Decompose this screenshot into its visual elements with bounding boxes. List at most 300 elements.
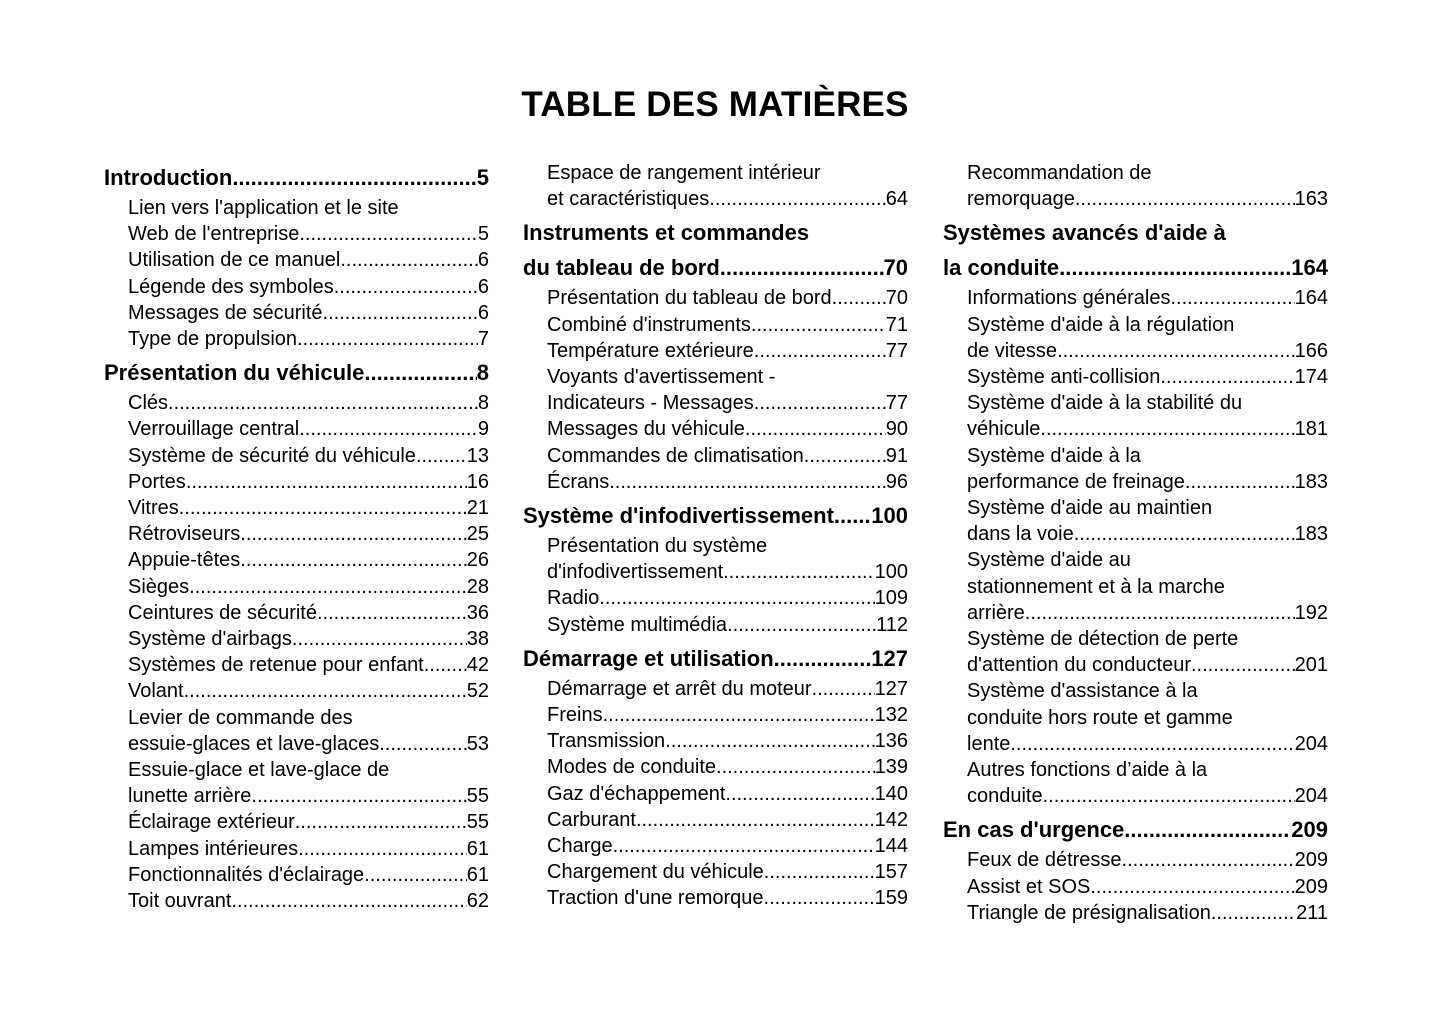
toc-entry-title: lunette arrière (128, 785, 252, 808)
page-number: 7 (477, 328, 489, 351)
toc-entry[interactable] (943, 495, 1328, 547)
page-number: 70 (883, 255, 908, 281)
toc-entry-row (943, 250, 1328, 285)
toc-entry-line: Système de détection de perte (967, 628, 1239, 651)
page-number: 127 (874, 677, 908, 700)
toc-entry-title: Système anti-collision (967, 366, 1161, 389)
toc-section[interactable] (523, 215, 908, 285)
toc-entry[interactable] (104, 274, 489, 300)
toc-entry-row (547, 585, 908, 611)
toc-entry[interactable] (943, 847, 1328, 873)
toc-entry-title: Système multimédia (547, 613, 728, 636)
toc-entry-row (547, 676, 908, 702)
dot-leader (379, 731, 467, 757)
toc-entry-row (547, 390, 908, 416)
toc-entry[interactable] (104, 390, 489, 416)
page-number: 112 (876, 613, 908, 636)
toc-entry-title: Vitres (128, 497, 179, 520)
toc-column-2 (523, 160, 908, 912)
toc-entry-row (128, 390, 489, 416)
page-number: 204 (1294, 785, 1328, 808)
toc-entry[interactable] (523, 416, 908, 442)
dot-leader (186, 469, 467, 495)
dot-leader (832, 285, 886, 311)
dot-leader (323, 300, 478, 326)
dot-leader (1043, 783, 1295, 809)
toc-entry-row (128, 783, 489, 809)
dot-leader (636, 807, 875, 833)
toc-entry[interactable] (943, 874, 1328, 900)
toc-entry[interactable] (523, 285, 908, 311)
toc-entry-title: Messages de sécurité (128, 301, 323, 324)
toc-entry-row (547, 443, 908, 469)
dot-leader (1010, 731, 1294, 757)
toc-entry-title: Portes (128, 470, 186, 493)
toc-entry-row (128, 652, 489, 678)
toc-entry-title: conduite (967, 785, 1043, 808)
toc-entry[interactable] (104, 469, 489, 495)
toc-entry[interactable] (523, 469, 908, 495)
page-number: 139 (874, 756, 908, 779)
page-number: 6 (477, 301, 489, 324)
page-number: 144 (874, 835, 908, 858)
toc-section[interactable] (943, 215, 1328, 285)
toc-entry-row (547, 559, 908, 585)
dot-leader (1211, 900, 1296, 926)
toc-entry[interactable] (523, 585, 908, 611)
dot-leader (168, 390, 478, 416)
toc-entry[interactable] (523, 702, 908, 728)
page-number: 62 (466, 890, 489, 913)
toc-entry-row (523, 641, 908, 676)
toc-entry-row (967, 186, 1328, 212)
toc-entry-title: Introduction (104, 165, 233, 190)
dot-leader (609, 469, 886, 495)
toc-entry-row (104, 355, 489, 390)
toc-entry-title: lente (967, 732, 1011, 755)
toc-entry-title: Température extérieure (547, 339, 754, 362)
page-number: 96 (885, 470, 908, 493)
toc-entry-title: Sièges (128, 575, 190, 598)
toc-entry[interactable] (943, 390, 1328, 442)
toc-entry-row (967, 600, 1328, 626)
toc-entry[interactable] (104, 809, 489, 835)
page-number: 77 (885, 339, 908, 362)
toc-entry[interactable] (523, 364, 908, 416)
toc-entry[interactable] (104, 521, 489, 547)
page-number: 181 (1294, 418, 1328, 441)
toc-section[interactable] (943, 812, 1328, 847)
page-number: 64 (885, 188, 908, 211)
toc-entry[interactable] (943, 364, 1328, 390)
dot-leader (751, 312, 886, 338)
page-number: 42 (466, 654, 489, 677)
toc-entry[interactable] (943, 312, 1328, 364)
dot-leader (1059, 250, 1291, 285)
page-number: 61 (466, 837, 489, 860)
toc-entry[interactable] (523, 781, 908, 807)
dot-leader (834, 498, 871, 533)
dot-leader (723, 559, 875, 585)
dot-leader (603, 702, 875, 728)
toc-entry[interactable] (104, 862, 489, 888)
toc-entry-title: Légende des symboles (128, 275, 334, 298)
dot-leader (298, 836, 467, 862)
toc-entry-title: Indicateurs - Messages (547, 392, 754, 415)
dot-leader (424, 652, 467, 678)
dot-leader (745, 416, 886, 442)
toc-entry-title: Commandes de climatisation (547, 444, 804, 467)
page-number: 5 (477, 223, 489, 246)
toc-entry-row (967, 285, 1328, 311)
toc-entry-row (547, 338, 908, 364)
page-number: 209 (1291, 817, 1328, 843)
toc-entry-row (128, 600, 489, 626)
page-number: 16 (466, 470, 489, 493)
toc-entry-row (128, 574, 489, 600)
dot-leader (1074, 521, 1295, 547)
page-number: 77 (885, 392, 908, 415)
toc-entry[interactable] (523, 676, 908, 702)
dot-leader (599, 585, 874, 611)
toc-entry[interactable] (104, 600, 489, 626)
dot-leader (231, 888, 466, 914)
toc-entry[interactable] (943, 626, 1328, 678)
toc-entry[interactable] (943, 900, 1328, 926)
page-number: 100 (874, 561, 908, 584)
toc-entry-line: Autres fonctions d’aide à la (967, 759, 1208, 782)
toc-entry[interactable] (104, 626, 489, 652)
toc-entry-row (128, 443, 489, 469)
page-number: 201 (1294, 654, 1328, 677)
toc-entry-title: Informations générales (967, 287, 1171, 310)
toc-entry-row (128, 326, 489, 352)
toc-entry-title: Ceintures de sécurité (128, 601, 317, 624)
toc-entry-title: Système d'airbags (128, 628, 292, 651)
toc-entry-title: Messages du véhicule (547, 418, 745, 441)
toc-entry[interactable] (943, 757, 1328, 809)
toc-entry-row (128, 521, 489, 547)
toc-entry-row (104, 160, 489, 195)
toc-entry-title: et caractéristiques (547, 188, 710, 211)
page-number: 21 (466, 497, 489, 520)
dot-leader (364, 355, 476, 390)
toc-entry-line: stationnement et à la marche (967, 575, 1225, 598)
toc-entry-row (547, 702, 908, 728)
toc-entry[interactable] (523, 885, 908, 911)
dot-leader (804, 443, 886, 469)
toc-entry-line: Système d'aide à la stabilité du (967, 392, 1243, 415)
toc-entry-title: Type de propulsion (128, 328, 298, 351)
toc-entry-title: véhicule (967, 418, 1041, 441)
toc-entry-title: Présentation du véhicule (104, 360, 365, 386)
toc-entry-title: Lampes intérieures (128, 837, 299, 860)
toc-entry[interactable] (943, 443, 1328, 495)
toc-entry[interactable] (104, 836, 489, 862)
toc-entry[interactable] (523, 728, 908, 754)
toc-entry[interactable] (104, 326, 489, 352)
toc-entry-row (128, 836, 489, 862)
toc-entry[interactable] (943, 285, 1328, 311)
toc-entry-line: Levier de commande des (128, 706, 353, 729)
toc-entry-title: de vitesse (967, 339, 1058, 362)
dot-leader (1170, 285, 1294, 311)
page-number: 52 (466, 680, 489, 703)
toc-entry-row (128, 731, 489, 757)
toc-section[interactable] (104, 355, 489, 390)
toc-entry[interactable] (523, 338, 908, 364)
toc-entry[interactable] (523, 160, 908, 212)
toc-entry[interactable] (523, 312, 908, 338)
toc-entry-row (967, 731, 1328, 757)
toc-column-3 (943, 160, 1328, 926)
toc-entry-title: Traction d'une remorque (547, 887, 764, 910)
dot-leader (1040, 416, 1294, 442)
dot-leader (1185, 469, 1295, 495)
toc-entry[interactable] (104, 300, 489, 326)
dot-leader (725, 781, 874, 807)
dot-leader (1160, 364, 1294, 390)
page-number: 204 (1294, 732, 1328, 755)
toc-entry-row (547, 312, 908, 338)
toc-entry-row (547, 469, 908, 495)
dot-leader (295, 809, 467, 835)
toc-entry-title: Combiné d'instruments (547, 313, 751, 336)
toc-entry[interactable] (523, 443, 908, 469)
toc-entry-row (967, 469, 1328, 495)
dot-leader (1191, 652, 1295, 678)
toc-entry-title: d'infodivertissement (547, 561, 724, 584)
toc-entry-line: Essuie-glace et lave-glace de (128, 759, 390, 782)
toc-entry-row (967, 652, 1328, 678)
dot-leader (184, 678, 467, 704)
toc-entry-row (967, 416, 1328, 442)
toc-section[interactable] (104, 160, 489, 195)
toc-entry-line: Lien vers l'application et le site (128, 197, 399, 219)
toc-entry-row (547, 186, 908, 212)
toc-entry-title: essuie-glaces et lave-glaces (128, 732, 380, 755)
toc-entry-row (128, 809, 489, 835)
toc-entry-row (523, 498, 908, 533)
toc-entry-row (967, 338, 1328, 364)
toc-entry-title: performance de freinage (967, 470, 1185, 493)
toc-entry-title: Triangle de présignalisation (967, 901, 1211, 924)
page-number: 183 (1294, 470, 1328, 493)
toc-entry-row (128, 247, 489, 273)
toc-entry-title: Démarrage et utilisation (523, 645, 774, 671)
toc-entry-title: Assist et SOS (967, 875, 1091, 898)
page-number: 70 (885, 287, 908, 310)
dot-leader (340, 247, 478, 273)
toc-entry-row (128, 888, 489, 914)
dot-leader (1090, 874, 1294, 900)
toc-entry-row (967, 900, 1328, 926)
page-number: 6 (477, 275, 489, 298)
dot-leader (1124, 812, 1291, 847)
page-number: 8 (477, 392, 489, 415)
page-number: 13 (466, 444, 489, 467)
dot-leader (812, 676, 875, 702)
toc-entry[interactable] (104, 705, 489, 757)
toc-entry[interactable] (943, 160, 1328, 212)
toc-entry[interactable] (104, 443, 489, 469)
toc-entry-row (967, 783, 1328, 809)
toc-entry-line: Système d'aide au maintien (967, 497, 1213, 520)
dot-leader (613, 833, 875, 859)
toc-column-1 (104, 160, 489, 914)
toc-entry[interactable] (104, 416, 489, 442)
toc-entry[interactable] (943, 678, 1328, 757)
toc-entry[interactable] (104, 678, 489, 704)
toc-entry-row (547, 781, 908, 807)
page-number: 53 (466, 732, 489, 755)
dot-leader (416, 443, 467, 469)
dot-leader (754, 390, 886, 416)
dot-leader (251, 783, 466, 809)
page-number: 174 (1294, 366, 1328, 389)
toc-entry-row (128, 274, 489, 300)
dot-leader (299, 416, 478, 442)
toc-entry-title: du tableau de bord (523, 255, 720, 281)
dot-leader (292, 626, 467, 652)
dot-leader (665, 728, 874, 754)
toc-entry-row (547, 285, 908, 311)
toc-entry[interactable] (523, 807, 908, 833)
toc-entry[interactable] (104, 888, 489, 914)
toc-entry-line: Système d'aide au (967, 549, 1131, 572)
toc-entry-line: Présentation du système (547, 535, 768, 558)
dot-leader (240, 521, 466, 547)
toc-entry-title: Fonctionnalités d'éclairage (128, 863, 365, 886)
toc-entry[interactable] (104, 574, 489, 600)
toc-entry-title: Chargement du véhicule (547, 861, 764, 884)
toc-entry-line: conduite hors route et gamme (967, 706, 1233, 729)
toc-entry[interactable] (104, 247, 489, 273)
toc-entry[interactable] (523, 754, 908, 780)
toc-entry-title: Toit ouvrant (128, 890, 232, 913)
toc-section[interactable] (523, 641, 908, 676)
page-number: 142 (874, 808, 908, 831)
toc-entry[interactable] (104, 757, 489, 809)
page-number: 9 (477, 418, 489, 441)
toc-entry[interactable] (104, 195, 489, 247)
toc-entry-row (128, 626, 489, 652)
toc-entry-row (547, 885, 908, 911)
page-number: 164 (1291, 255, 1328, 281)
page-number: 61 (466, 863, 489, 886)
toc-entry-row (967, 847, 1328, 873)
page-number: 6 (477, 249, 489, 272)
toc-entry[interactable] (104, 652, 489, 678)
toc-entry-line: Voyants d'avertissement - (547, 366, 776, 389)
toc-entry[interactable] (523, 833, 908, 859)
page-number: 159 (874, 887, 908, 910)
page-number: 132 (874, 704, 908, 727)
dot-leader (364, 862, 467, 888)
toc-entry[interactable] (104, 547, 489, 573)
dot-leader (774, 641, 872, 676)
toc-entry-title: Présentation du tableau de bord (547, 287, 832, 310)
page-number: 183 (1294, 523, 1328, 546)
page-number: 209 (1294, 875, 1328, 898)
toc-entry-title: Utilisation de ce manuel (128, 249, 341, 272)
page-number: 211 (1296, 901, 1328, 924)
toc-entry[interactable] (523, 859, 908, 885)
toc-entry-row (547, 754, 908, 780)
page-number: 166 (1294, 339, 1328, 362)
toc-entry-row (128, 678, 489, 704)
toc-entry[interactable] (104, 495, 489, 521)
toc-entry-row (128, 495, 489, 521)
toc-entry-title: Freins (547, 704, 603, 727)
toc-entry[interactable] (523, 612, 908, 638)
toc-entry-row (547, 416, 908, 442)
toc-entry-line: Espace de rangement intérieur (547, 162, 821, 184)
toc-entry-row (943, 812, 1328, 847)
toc-entry-line: Instruments et commandes (523, 220, 810, 246)
toc-entry-title: d'attention du conducteur (967, 654, 1191, 677)
toc-entry-row (523, 250, 908, 285)
toc-entry-title: Systèmes de retenue pour enfant (128, 654, 424, 677)
toc-entry[interactable] (523, 533, 908, 585)
dot-leader (1057, 338, 1295, 364)
toc-entry[interactable] (943, 547, 1328, 626)
toc-entry-title: remorquage (967, 188, 1075, 211)
toc-entry-title: Écrans (547, 470, 610, 493)
dot-leader (720, 250, 884, 285)
page-number: 55 (466, 811, 489, 834)
page-number: 164 (1294, 287, 1328, 310)
page-number: 38 (466, 628, 489, 651)
dot-leader (716, 754, 875, 780)
dot-leader (1075, 186, 1295, 212)
toc-entry-title: Charge (547, 835, 613, 858)
toc-section[interactable] (523, 498, 908, 533)
toc-entry-row (128, 221, 489, 247)
toc-entry-title: arrière (967, 601, 1025, 624)
dot-leader (334, 274, 478, 300)
toc-entry-title: Rétroviseurs (128, 523, 241, 546)
dot-leader (709, 186, 885, 212)
dot-leader (189, 574, 467, 600)
dot-leader (317, 600, 467, 626)
toc-entry-title: Verrouillage central (128, 418, 300, 441)
page-number: 91 (885, 444, 908, 467)
toc-entry-title: la conduite (943, 255, 1060, 281)
toc-entry-title: En cas d'urgence (943, 817, 1125, 843)
toc-entry-row (547, 612, 908, 638)
page-number: 127 (871, 645, 908, 671)
toc-entry-row (128, 469, 489, 495)
dot-leader (764, 885, 875, 911)
page-number: 163 (1294, 188, 1328, 211)
dot-leader (240, 547, 466, 573)
page-number: 157 (874, 861, 908, 884)
toc-entry-line: Recommandation de (967, 162, 1152, 184)
page-number: 109 (874, 587, 908, 610)
dot-leader (754, 338, 886, 364)
toc-entry-row (547, 859, 908, 885)
toc-entry-row (967, 874, 1328, 900)
toc-entry-title: Système de sécurité du véhicule (128, 444, 416, 467)
page-number: 140 (874, 782, 908, 805)
page-number: 8 (476, 360, 489, 386)
toc-entry-row (128, 300, 489, 326)
dot-leader (179, 495, 467, 521)
dot-leader (727, 612, 876, 638)
dot-leader (297, 326, 478, 352)
dot-leader (764, 859, 875, 885)
